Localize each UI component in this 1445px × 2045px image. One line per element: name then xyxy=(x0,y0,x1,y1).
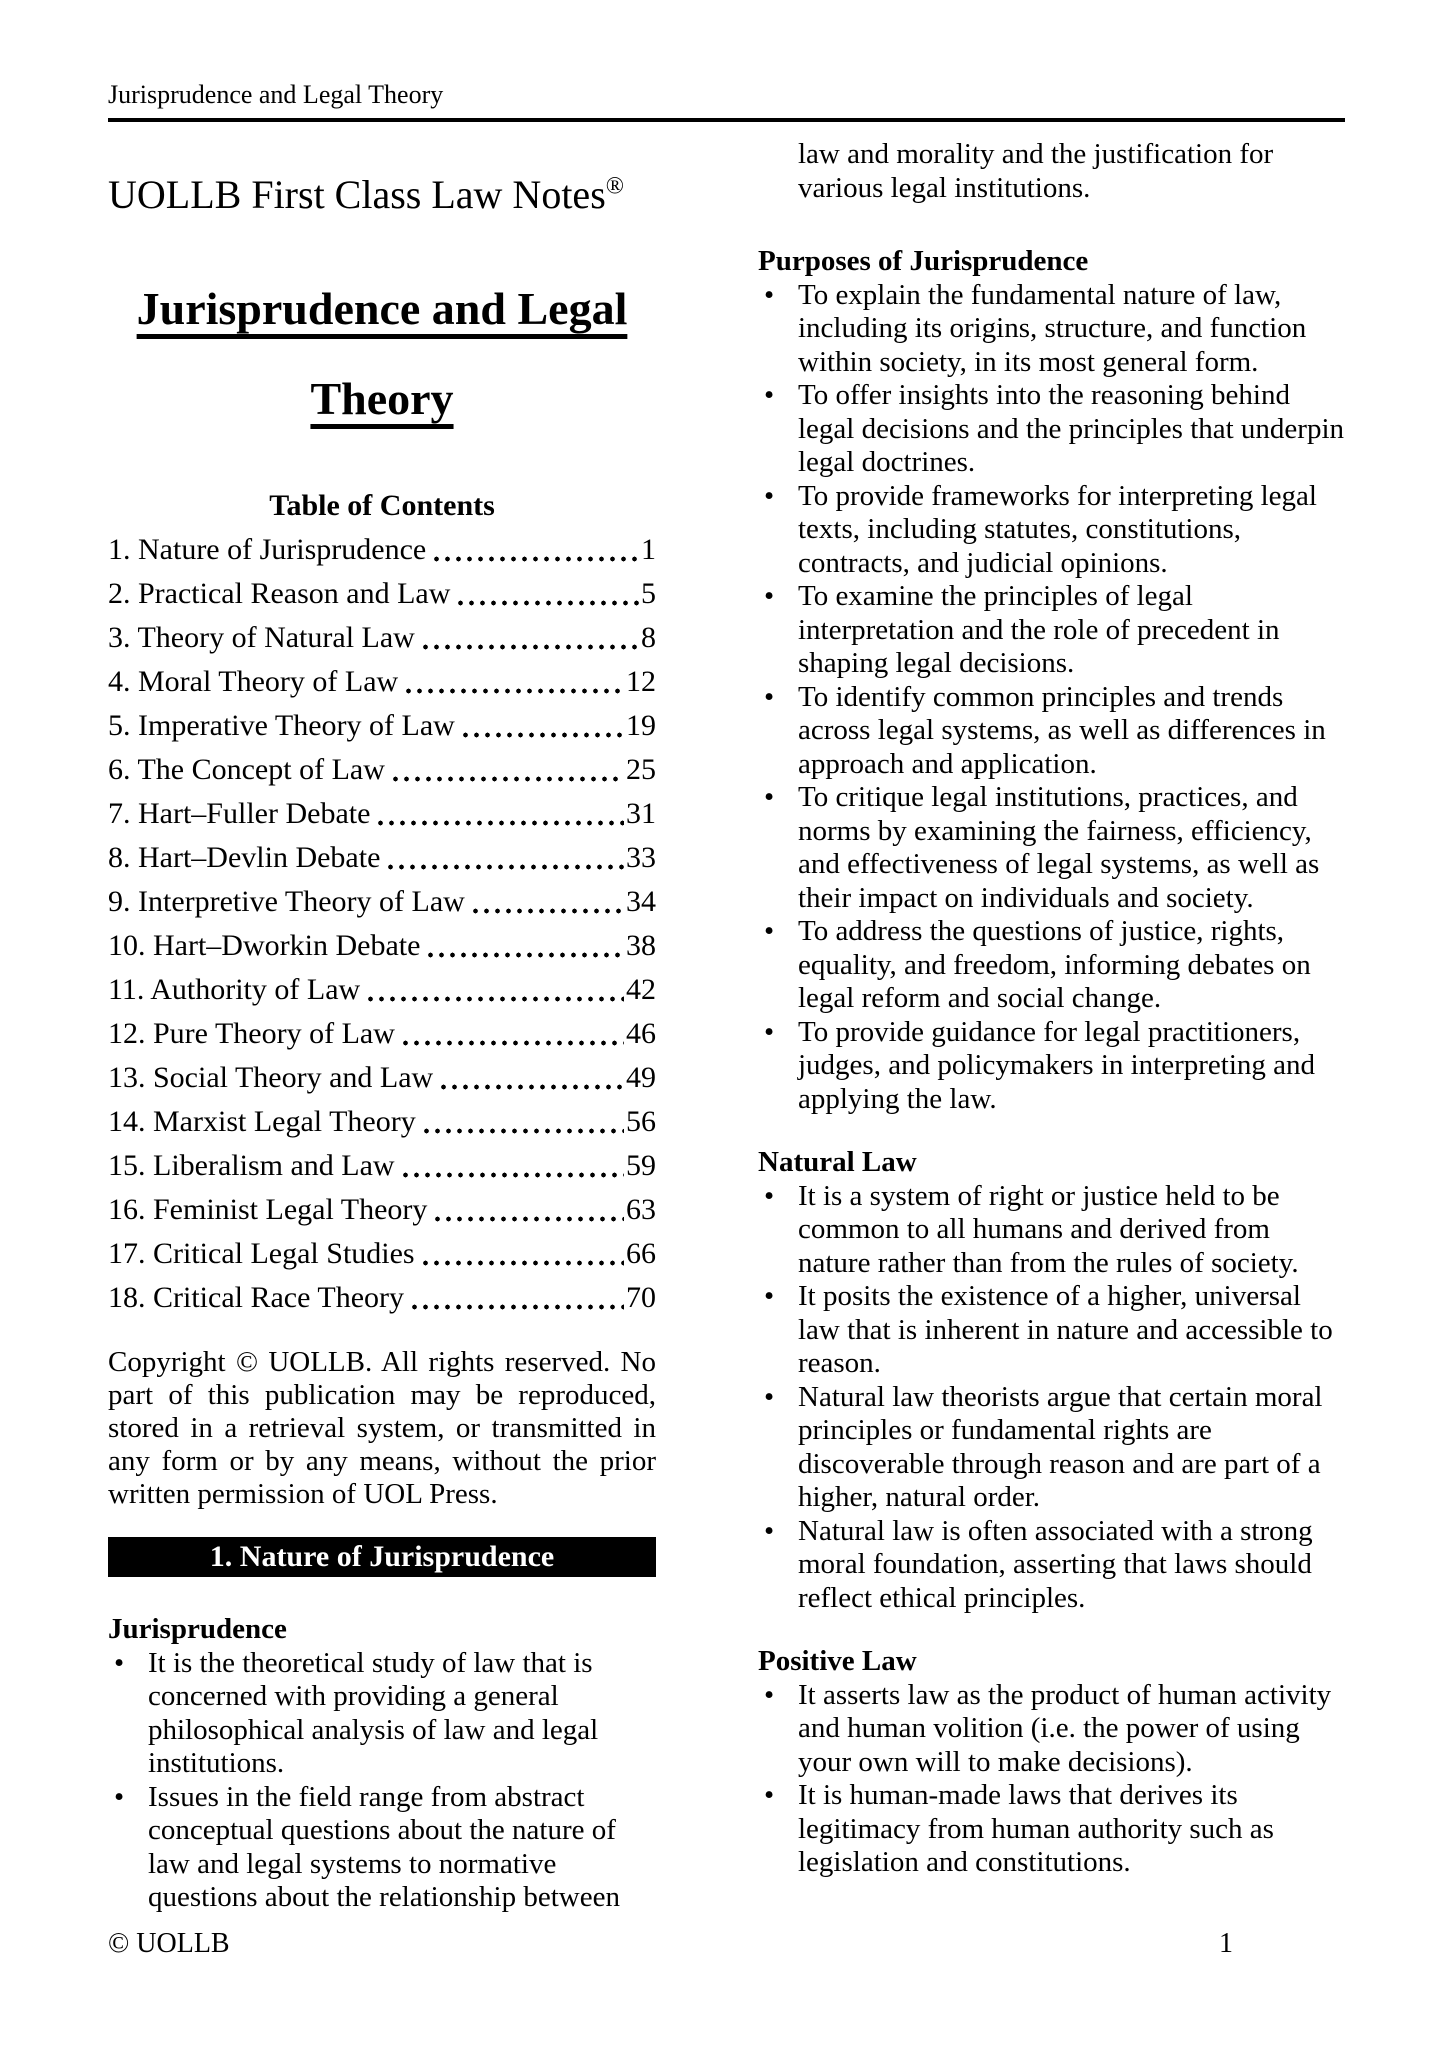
copyright-notice: Copyright © UOLLB. All rights reserved. No part of this publication may be reproduced, stored in a retrieval system, or transmitted in any form or by any means, without the prior written permission of UOL Press. xyxy=(108,1346,656,1510)
brand-title-text: UOLLB First Class Law Notes xyxy=(108,172,606,217)
left-sections xyxy=(108,1613,656,1915)
toc-title: Table of Contents xyxy=(269,489,495,522)
page-footer xyxy=(108,1928,1345,1960)
toc-entry xyxy=(108,836,656,880)
toc-entry xyxy=(108,1276,656,1320)
toc-entry xyxy=(108,572,656,616)
toc-entry-label: 8. Hart–Devlin Debate xyxy=(108,841,381,874)
content-section xyxy=(758,1645,1345,1880)
toc-entry-page: 8 xyxy=(641,621,656,654)
toc-entry xyxy=(108,880,656,924)
bullet-item: • To explain the fundamental nature of law, including its origins, structure, and function within society, in its most general form. xyxy=(758,279,1345,380)
toc-entry-label: 1. Nature of Jurisprudence xyxy=(108,533,427,566)
toc-entry xyxy=(108,792,656,836)
toc-entry xyxy=(108,660,656,704)
toc-entry-page: 42 xyxy=(626,973,656,1006)
page-columns xyxy=(108,122,1345,1915)
subsection-heading: Purposes of Jurisprudence xyxy=(758,245,1089,277)
toc-entry xyxy=(108,1056,656,1100)
toc-entry xyxy=(108,1188,656,1232)
toc-entry-page: 56 xyxy=(626,1105,656,1138)
toc-entry-label: 9. Interpretive Theory of Law xyxy=(108,885,465,918)
toc-entry-page: 59 xyxy=(626,1149,656,1182)
content-section xyxy=(758,245,1345,1116)
toc-dot-leader xyxy=(425,952,624,958)
toc-entry-label: 11. Authority of Law xyxy=(108,973,361,1006)
left-column xyxy=(108,122,656,1915)
toc-dot-leader xyxy=(375,820,624,826)
toc-entry xyxy=(108,1144,656,1188)
toc-entry-label: 10. Hart–Dworkin Debate xyxy=(108,929,421,962)
bullet-list xyxy=(108,1647,656,1915)
toc-entry xyxy=(108,1232,656,1276)
document-title-line xyxy=(108,354,656,444)
toc-entry-page: 12 xyxy=(626,665,656,698)
toc-entry-page: 19 xyxy=(626,709,656,742)
toc-dot-leader xyxy=(390,776,624,782)
toc-entry-label: 18. Critical Race Theory xyxy=(108,1281,405,1314)
toc-dot-leader xyxy=(460,732,624,738)
toc-dot-leader xyxy=(421,1128,624,1134)
document-title-line-text: Theory xyxy=(310,373,454,424)
toc-dot-leader xyxy=(420,1260,624,1266)
toc-entry-page: 63 xyxy=(626,1193,656,1226)
subsection-heading: Jurisprudence xyxy=(108,1613,287,1645)
bullet-list xyxy=(758,279,1345,1117)
bullet-item: • To critique legal institutions, practices, and norms by examining the fairness, efficiency, and effectiveness of legal systems, as well as their impact on individuals and society. xyxy=(758,781,1345,915)
bullet-item: • To examine the principles of legal interpretation and the role of precedent in shaping legal decisions. xyxy=(758,580,1345,681)
toc-entry-page: 31 xyxy=(626,797,656,830)
toc-entry-label: 7. Hart–Fuller Debate xyxy=(108,797,371,830)
toc-dot-leader xyxy=(365,996,624,1002)
toc-entry xyxy=(108,1012,656,1056)
footer-copyright: © UOLLB xyxy=(108,1928,230,1959)
bullet-item: • Natural law theorists argue that certain moral principles or fundamental rights are discoverable through reason and are part of a higher, natural order. xyxy=(758,1381,1345,1515)
bullet-item: • To provide guidance for legal practitioners, judges, and policymakers in interpreting and applying the law. xyxy=(758,1016,1345,1117)
toc-dot-leader xyxy=(455,600,639,606)
toc-dot-leader xyxy=(432,1216,624,1222)
content-section xyxy=(108,1613,656,1915)
right-column xyxy=(758,122,1345,1915)
toc-entry xyxy=(108,616,656,660)
toc-dot-leader xyxy=(420,644,639,650)
toc-entry-label: 6. The Concept of Law xyxy=(108,753,385,786)
toc-entry xyxy=(108,528,656,572)
toc-entry-label: 14. Marxist Legal Theory xyxy=(108,1105,416,1138)
toc-entry xyxy=(108,748,656,792)
toc-entry-label: 4. Moral Theory of Law xyxy=(108,665,399,698)
toc-dot-leader xyxy=(385,864,624,870)
toc-entry xyxy=(108,968,656,1012)
footer-page-number: 1 xyxy=(1219,1928,1233,1959)
toc-dot-leader xyxy=(403,688,624,694)
toc-entry-page: 25 xyxy=(626,753,656,786)
bullet-item: • To address the questions of justice, rights, equality, and freedom, informing debates on legal reform and social change. xyxy=(758,915,1345,1016)
bullet-item: • It asserts law as the product of human activity and human volition (i.e. the power of using your own will to make decisions). xyxy=(758,1679,1345,1780)
bullet-item: • It posits the existence of a higher, universal law that is inherent in nature and accessible to reason. xyxy=(758,1280,1345,1381)
toc-dot-leader xyxy=(400,1040,624,1046)
bullet-item: • To offer insights into the reasoning behind legal decisions and the principles that underpin legal doctrines. xyxy=(758,379,1345,480)
toc-dot-leader xyxy=(400,1172,624,1178)
toc-dot-leader xyxy=(409,1304,624,1310)
toc-entry xyxy=(108,924,656,968)
bullet-list xyxy=(758,1180,1345,1616)
toc-entry-page: 38 xyxy=(626,929,656,962)
toc-entry-page: 33 xyxy=(626,841,656,874)
document-title xyxy=(108,264,656,444)
running-header-title: Jurisprudence and Legal Theory xyxy=(108,80,444,109)
bullet-item: • To identify common principles and trends across legal systems, as well as differences in approach and application. xyxy=(758,681,1345,782)
toc-entry-label: 3. Theory of Natural Law xyxy=(108,621,415,654)
registered-trademark-symbol: ® xyxy=(605,173,624,200)
toc-entry-page: 34 xyxy=(626,885,656,918)
subsection-heading: Positive Law xyxy=(758,1645,917,1677)
continuation-paragraph: law and morality and the justification for various legal institutions. xyxy=(798,138,1274,204)
toc-entry-page: 66 xyxy=(626,1237,656,1270)
toc-dot-leader xyxy=(431,556,639,562)
section-banner: 1. Nature of Jurisprudence xyxy=(108,1537,656,1577)
right-sections xyxy=(758,245,1345,1880)
toc-entry-label: 16. Feminist Legal Theory xyxy=(108,1193,428,1226)
subsection-heading: Natural Law xyxy=(758,1146,917,1178)
toc-entry-label: 17. Critical Legal Studies xyxy=(108,1237,415,1270)
content-section xyxy=(758,1146,1345,1615)
toc-entry xyxy=(108,1100,656,1144)
toc-entry xyxy=(108,704,656,748)
bullet-list xyxy=(758,1679,1345,1880)
bullet-item: • Issues in the field range from abstract conceptual questions about the nature of law and legal systems to normative questions about the relationship between xyxy=(108,1781,656,1915)
toc-entry-page: 49 xyxy=(626,1061,656,1094)
document-title-line-text: Jurisprudence and Legal xyxy=(136,283,628,334)
toc-entry-label: 15. Liberalism and Law xyxy=(108,1149,395,1182)
toc-entry-label: 13. Social Theory and Law xyxy=(108,1061,434,1094)
toc-entry-page: 1 xyxy=(641,533,656,566)
toc-entry-label: 5. Imperative Theory of Law xyxy=(108,709,455,742)
toc-dot-leader xyxy=(470,908,624,914)
bullet-item: • Natural law is often associated with a strong moral foundation, asserting that laws should reflect ethical principles. xyxy=(758,1515,1345,1616)
toc-dot-leader xyxy=(438,1084,624,1090)
brand-title xyxy=(108,172,656,218)
bullet-item: • It is a system of right or justice held to be common to all humans and derived from nature rather than from the rules of society. xyxy=(758,1180,1345,1281)
running-header xyxy=(108,80,1345,122)
toc-entry-label: 12. Pure Theory of Law xyxy=(108,1017,395,1050)
bullet-item: • To provide frameworks for interpreting legal texts, including statutes, constitutions, contracts, and judicial opinions. xyxy=(758,480,1345,581)
bullet-item: • It is human-made laws that derives its legitimacy from human authority such as legislation and constitutions. xyxy=(758,1779,1345,1880)
bullet-item: • It is the theoretical study of law that is concerned with providing a general philosophical analysis of law and legal institutions. xyxy=(108,1647,656,1781)
document-title-line xyxy=(108,264,656,354)
toc-list xyxy=(108,528,656,1320)
toc-entry-label: 2. Practical Reason and Law xyxy=(108,577,451,610)
toc-entry-page: 5 xyxy=(641,577,656,610)
toc-entry-page: 70 xyxy=(626,1281,656,1314)
toc-entry-page: 46 xyxy=(626,1017,656,1050)
